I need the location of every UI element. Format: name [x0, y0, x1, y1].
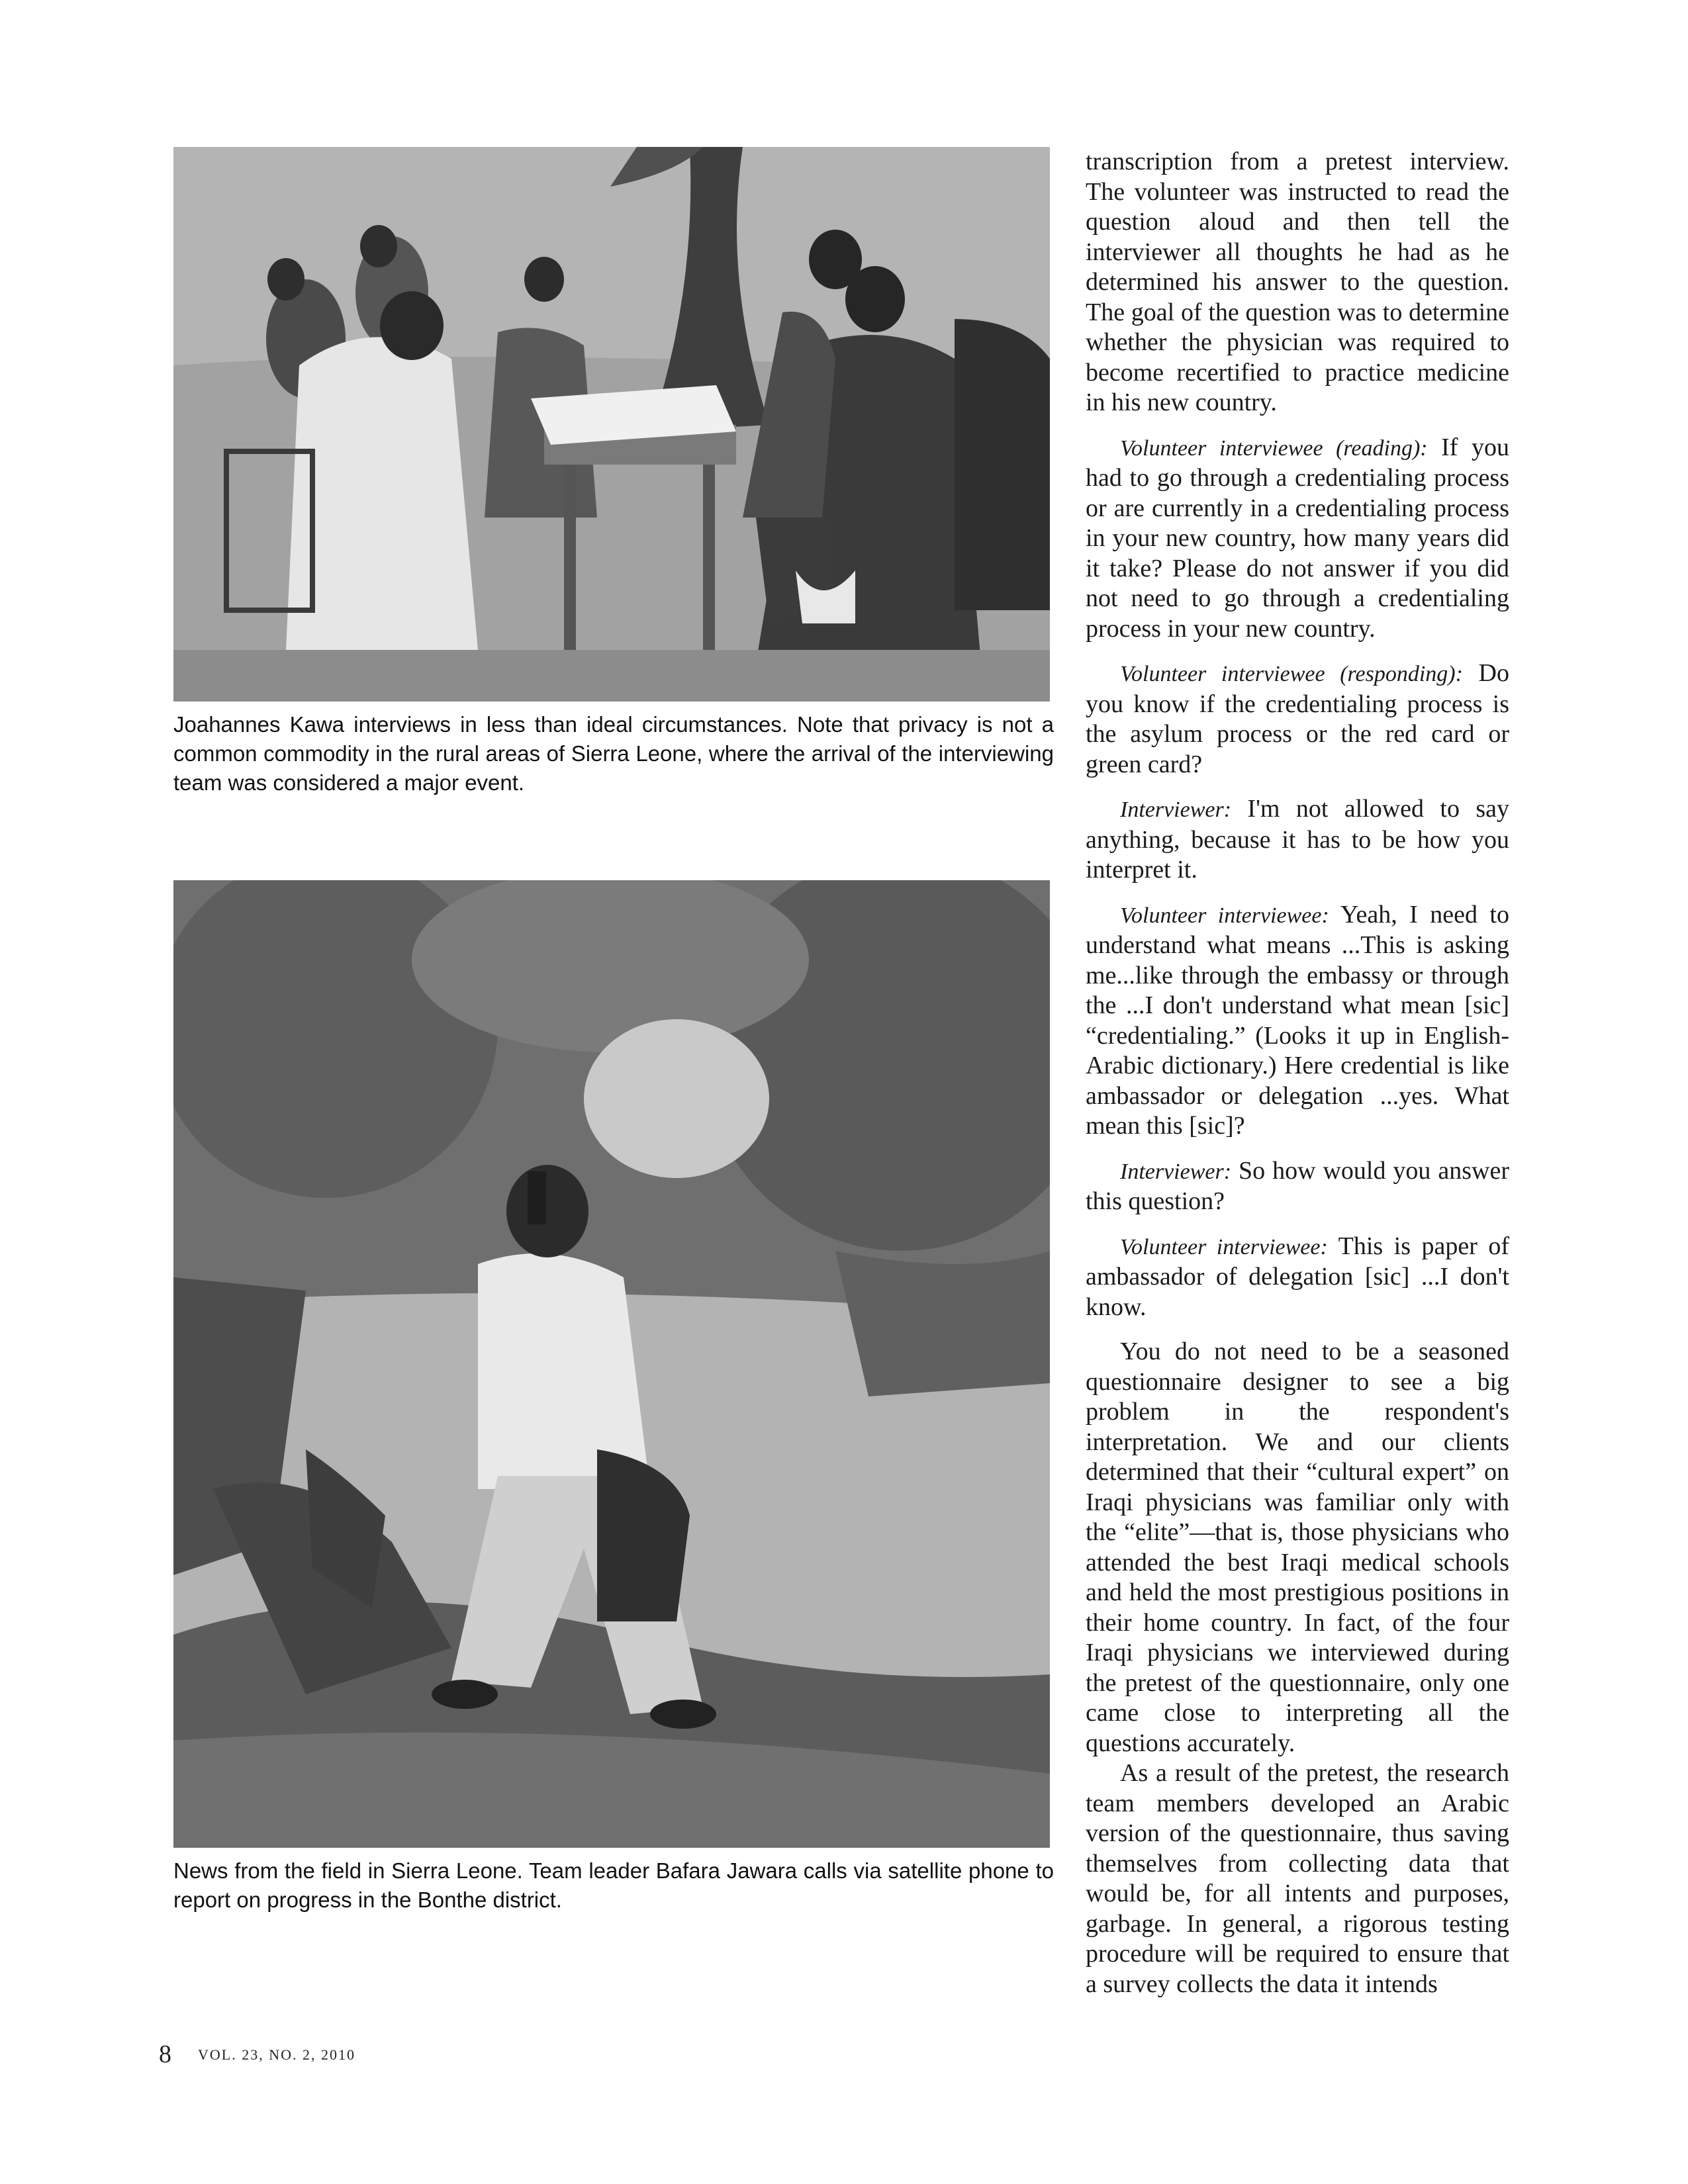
speaker-label: Volunteer interviewee: [1120, 903, 1329, 928]
speaker-text: Yeah, I need to understand what means ...This is asking me...like through the embassy or through the ...I don't understand what mean [sic] “credentialing.” (Looks it up in English-Arabic dictionary.) Here credential is like ambassador or delegation ...yes. What mean this [sic]? [1086, 900, 1509, 1140]
speaker-text: This is paper of ambassador of delegation [sic] ...I don't know. [1086, 1232, 1509, 1321]
article-paragraph-6 [1086, 1156, 1509, 1217]
page-number: 8 [159, 2040, 171, 2068]
article-paragraph-7 [1086, 1232, 1509, 1323]
page-footer [159, 2040, 355, 2069]
speaker-text: Do you know if the credentialing process is the asylum process or the red card or green card? [1086, 659, 1509, 778]
speaker-label: Interviewer: [1120, 1159, 1232, 1184]
article-column [1086, 147, 1509, 1999]
speaker-label: Volunteer interviewee (responding): [1120, 662, 1463, 686]
photo-caption-2: News from the field in Sierra Leone. Team leader Bafara Jawara calls via satellite phone to report on progress in the Bonthe district. [173, 1858, 1054, 1912]
speaker-label: Volunteer interviewee (reading): [1120, 435, 1428, 461]
article-paragraph-8: You do not need to be a seasoned questionnaire designer to see a big problem in the respondent's interpretation. We and our clients determined that their “cultural expert” on Iraqi physicians was familiar only with the “elite”—that is, those physicians who attended the best Iraqi medical schools and held the most prestigious positions in their home country. In fact, of the four Iraqi physicians we interviewed during the pretest of the questionnaire, only one came close to interpreting all the questions accurately. [1086, 1338, 1509, 1757]
speaker-text: I'm not allowed to say anything, because it has to be how you interpret it. [1086, 795, 1509, 884]
speaker-text: If you had to go through a credentialing process or are currently in a credentialing process in your new country, how many years did it take? Please do not answer if you did not need to go through a credentialing process in your new country. [1086, 433, 1510, 643]
article-paragraph-4 [1086, 794, 1509, 886]
field-scene-image [173, 880, 1050, 1848]
field-report-photo [173, 880, 1050, 1848]
speaker-label: Volunteer interviewee: [1120, 1234, 1328, 1259]
article-paragraph-1: transcription from a pretest interview. The volunteer was instructed to read the question aloud and then tell the interviewer all thoughts he had as he determined his answer to the question. The goal of the question was to determine whether the physician was required to become recertified to practice medicine in his new country. [1086, 148, 1509, 416]
volume-info: VOL. 23, NO. 2, 2010 [198, 2046, 355, 2063]
speaker-label: Interviewer: [1120, 797, 1232, 822]
article-paragraph-3 [1086, 659, 1509, 780]
interview-photo [173, 147, 1050, 702]
article-paragraph-9: As a result of the pretest, the research team members developed an Arabic version of the questionnaire, thus saving themselves from collecting data that would be, for all intents and purposes, garbage. In general, a rigorous testing procedure will be required to ensure that a survey collects the data it intends [1086, 1759, 1509, 1998]
speaker-text: So how would you answer this question? [1086, 1156, 1509, 1215]
photo-caption-1: Joahannes Kawa interviews in less than ideal circumstances. Note that privacy is not a common commodity in the rural areas of Sierra Leone, where the arrival of the interviewing team was considered a major event. [173, 712, 1054, 795]
article-paragraph-2 [1086, 433, 1509, 645]
interview-scene-image [173, 147, 1050, 702]
article-paragraph-5 [1086, 900, 1509, 1142]
